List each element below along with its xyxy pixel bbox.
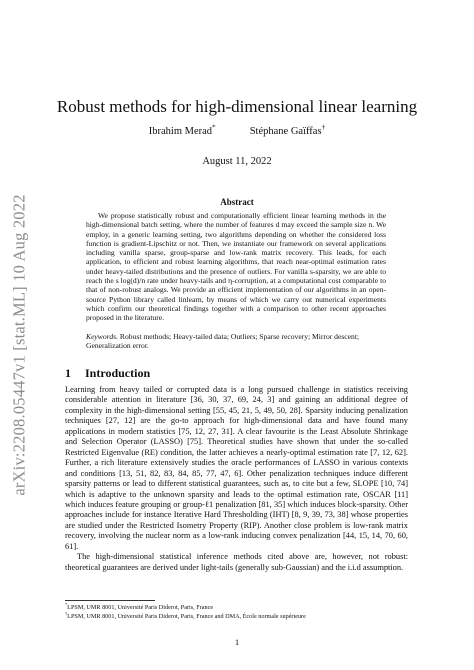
paper-date: August 11, 2022	[202, 156, 272, 167]
author-2-name: Stéphane Gaïffas	[249, 126, 322, 137]
keywords-label: Keywords.	[86, 332, 118, 341]
author-list	[0, 122, 474, 137]
body-paragraph-1: Learning from heavy tailed or corrupted data is a long pursued challenge in statistics receiving considerable attention in literature [36, 30, 37, 69, 24, 3] and gaining an additional degree of complexity in the high-dimensional setting [55, 45, 21, 5, 49, 50, 28]. Sparsity inducing penalization techniques [27, 12] are the go-to approach for high-dimensional data and have found many applications in modern statistics [75, 12, 27, 31]. A clear favourite is the Least Absolute Shrinkage and Selection Operator (LASSO) [75]. Theoretical studies have shown that under the so-called Restricted Eigenvalue (RE) condition, the latter achieves a nearly-optimal estimation rate [7, 12, 62]. Further, a rich literature extensively studies the oracle performances of LASSO in various contexts and conditions [13, 51, 82, 83, 84, 85, 77, 47, 6]. Other penalization techniques induce different sparsity patterns or lead to different statistical guarantees, such as, to cite but a few, SLOPE [10, 74] which is adaptive to the unknown sparsity and leads to the optimal estimation rate, OSCAR [11] which induces feature grouping or group-ℓ1 penalization [81, 35] which induces block-sparsity. Other approaches include for instance Iterative Hard Thresholding (IHT) [8, 9, 39, 73, 38] whose properties are studied under the Restricted Isometry Property (RIP). Another close problem is low-rank matrix recovery, involving the nuclear norm as a low-rank inducing convex penalization [44, 15, 14, 70, 60, 61].	[65, 385, 408, 551]
keywords-text: Robust methods; Heavy-tailed data; Outliers; Sparse recovery; Mirror descent; Generalization error.	[86, 332, 360, 351]
author-1-mark: *	[212, 122, 216, 132]
abstract-text: We propose statistically robust and computationally efficient linear learning methods in the high-dimensional batch setting, where the number of features d may exceed the sample size n. We employ, in a generic learning setting, two algorithms depending on whether the considered loss function is gradient-Lipschitz or not. Then, we instantiate our framework on several applications including vanilla sparse, group-sparse and low-rank matrix recovery. This leads, for each application, to efficient and robust learning algorithms, that reach near-optimal estimation rates under heavy-tailed distributions and the presence of outliers. For vanilla s-sparsity, we are able to reach the s log(d)/n rate under heavy-tails and η-corruption, at a computational cost comparable to that of non-robust analogs. We provide an efficient implementation of our algorithms in an open-source Python library called linlearn, by means of which we carry out numerical experiments which confirm our theoretical findings together with a comparison to other recent approaches proposed in the literature.	[86, 211, 386, 323]
author-1-name: Ibrahim Merad	[148, 126, 213, 137]
keywords	[86, 332, 386, 351]
footnotes	[65, 603, 408, 621]
section-body	[65, 385, 408, 573]
footnote-2-text: LPSM, UMR 8001, Université Paris Diderot, Paris, France and DMA, École normale supérieure	[67, 613, 306, 620]
paper-title: Robust methods for high-dimensional linear learning	[56, 97, 418, 116]
body-paragraph-2: The high-dimensional statistical inference methods cited above are, however, not robust: theoretical guarantees are derived under light-tails (generally sub-Gaussian) and the i.i.d assumption.	[65, 552, 408, 572]
footnote-2-mark: †	[65, 610, 68, 616]
footnote-2	[65, 612, 408, 621]
footnote-1	[65, 603, 408, 612]
section-heading	[65, 366, 150, 381]
author-2-mark: †	[321, 122, 326, 132]
footnote-1-mark: *	[65, 601, 68, 607]
arxiv-identifier-stamp	[10, 194, 30, 496]
footnote-1-text: LPSM, UMR 8001, Université Paris Diderot, Paris, France	[67, 604, 214, 611]
section-title: Introduction	[85, 366, 151, 380]
abstract-heading: Abstract	[220, 197, 254, 207]
arxiv-identifier-text: arXiv:2208.05447v1 [stat.ML] 10 Aug 2022	[10, 194, 29, 496]
author-2	[249, 122, 326, 137]
page-number: 1	[234, 637, 240, 647]
footnote-divider	[65, 600, 155, 601]
section-number: 1	[65, 366, 71, 380]
author-1	[148, 122, 216, 137]
